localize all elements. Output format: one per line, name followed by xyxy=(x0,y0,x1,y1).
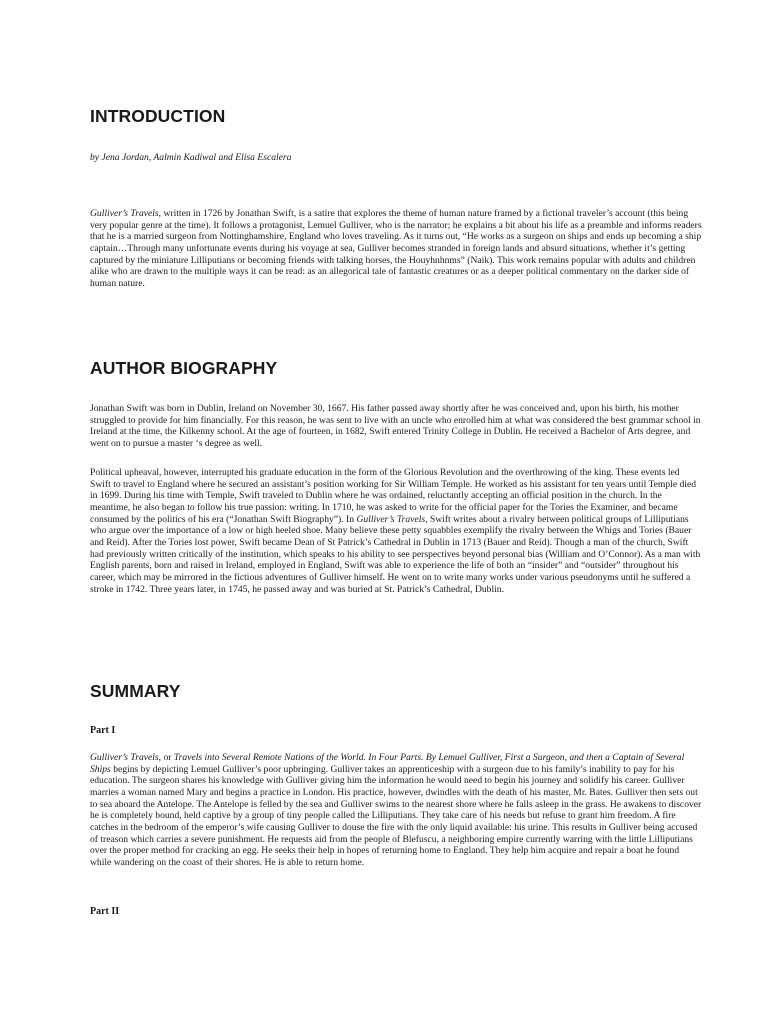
book-title: Gulliver’s Travels xyxy=(90,208,159,219)
book-title: Gulliver’s Travels xyxy=(356,513,426,525)
part-2-label: Part II xyxy=(90,906,120,917)
biography-paragraph-2 xyxy=(90,467,702,595)
author-biography-heading: AUTHOR BIOGRAPHY xyxy=(90,358,278,378)
introduction-heading: INTRODUCTION xyxy=(90,106,226,126)
part-1-or: , or xyxy=(158,752,174,763)
biography-paragraph-1: Jonathan Swift was born in Dublin, Ireland on November 30, 1667. His father passed away shortly after he was conceived and, upon his birth, his mother struggled to provide for him financially. For this reason, he was sent to live with an uncle who enrolled him at what was considered the best grammar school in Ireland at the time, the Kilkenny school. At the age of fourteen, in 1682, Swift entered Trinity College in Dublin. He received a Bachelor of Arts degree, and went on to pursue a master ‘s degree as well. xyxy=(90,403,701,449)
part-1-text: begins by depicting Lemuel Gulliver’s poor upbringing. Gulliver takes an apprenticeship with a surgeon due to his family’s inability to pay for his education. The surgeon shares his knowledge with Gulliver giving him the information he would need to begin his journey and solidify his career. Gulliver marries a woman named Mary and begins a practice in London. His practice, however, dwindles with the death of his master, Mr. Bates. Gulliver then sets out to sea aboard the Antelope. The Antelope is felled by the sea and Gulliver swims to the nearest shore where he falls asleep in the grass. He awakens to discover he is completely bound, held captive by a group of tiny people called the Lilliputians. They take care of his needs but refuse to grant him freedom. A fire catches in the bedroom of the emperor’s wife causing Gulliver to douse the fire with the only liquid available: his urine. This results in Gulliver being accused of treason which carries a severe punishment. He requests aid from the people of Blefuscu, a neighboring empire currently warring with the little Lilliputians over the proper method for cracking an egg. He seeks their help in hopes of returning home to England. They help him acquire and repair a boat he found while wandering on the coast of their shores. He is able to return home. xyxy=(90,763,702,868)
byline: by Jena Jordan, Aalmin Kadiwal and Elisa Escalera xyxy=(90,152,292,163)
introduction-text: , written in 1726 by Jonathan Swift, is a satire that explores the theme of human nature framed by a fictional traveler’s account (this being very popular genre at the time). It follows a protagonist, Lemuel Gulliver, who is the narrator; he explains a bit about his life as a preamble and informs readers that he is a married surgeon from Nottinghamshire, England who loves traveling. As it turns out, “He works as a surgeon on ships and ends up becoming a ship captain…Through many unfortunate events during his voyage at sea, Gulliver becomes stranded in foreign lands and absurd situations, whether it’s getting captured by the miniature Lilliputians or becoming friends with talking horses, the Houyhnhnms” (Naik). This work remains popular with adults and children alike who are drawn to the multiple ways it can be read: as an allegorical tale of fantastic creatures or as a deeper political commentary on the darker side of human nature. xyxy=(90,208,702,289)
summary-heading: SUMMARY xyxy=(90,681,181,701)
book-full-title: Travels into Several Remote Nations of the World. In Four Parts. By Lemuel Gulliver, First a Surgeon, and then a Captain of Several Ships xyxy=(90,752,685,775)
part-1-paragraph xyxy=(90,752,702,869)
part-1-label: Part I xyxy=(90,725,116,736)
biography-text-a: Political upheaval, however, interrupted his graduate education in the form of the Glorious Revolution and the overthrowing of the king. These events led Swift to travel to England where he secured an assistant’s position working for Sir William Temple. He worked as his assistant for ten years until Temple died in 1699. During his time with Temple, Swift traveled to Dublin where he was ordained, reluctantly accepting an official position in the church. In the meantime, he also began to follow his true passion: writing. In 1710, he was asked to write for the official paper for the Tories the Examiner, and became consumed by the politics of his era (“Jonathan Swift Biography”). In xyxy=(90,467,697,525)
book-title: Gulliver’s Travels xyxy=(90,752,159,763)
biography-text-b: , Swift writes about a rivalry between political groups of Lilliputians who argue over the importance of a low or high heeled shoe. Many believe these petty squabbles exemplify the rivalry between the Whigs and Tories (Bauer and Reid). After the Tories lost power, Swift became Dean of St Patrick’s Cathedral in Dublin in 1713 (Bauer and Reid). Though a man of the church, Swift had previously written critically of the institution, which speaks to his ability to see perspectives beyond personal bias (William and O’Connor). As a man with English parents, born and raised in Ireland, employed in England, Swift was able to experience the life of both an “insider” and “outsider” throughout his career, which may be mirrored in the fictious adventures of Gulliver himself. He went on to write many works under various pseudonyms until he suffered a stroke in 1742. Three years later, in 1745, he passed away and was buried at St. Patrick’s Cathedral, Dublin. xyxy=(90,513,701,595)
introduction-paragraph xyxy=(90,208,702,290)
